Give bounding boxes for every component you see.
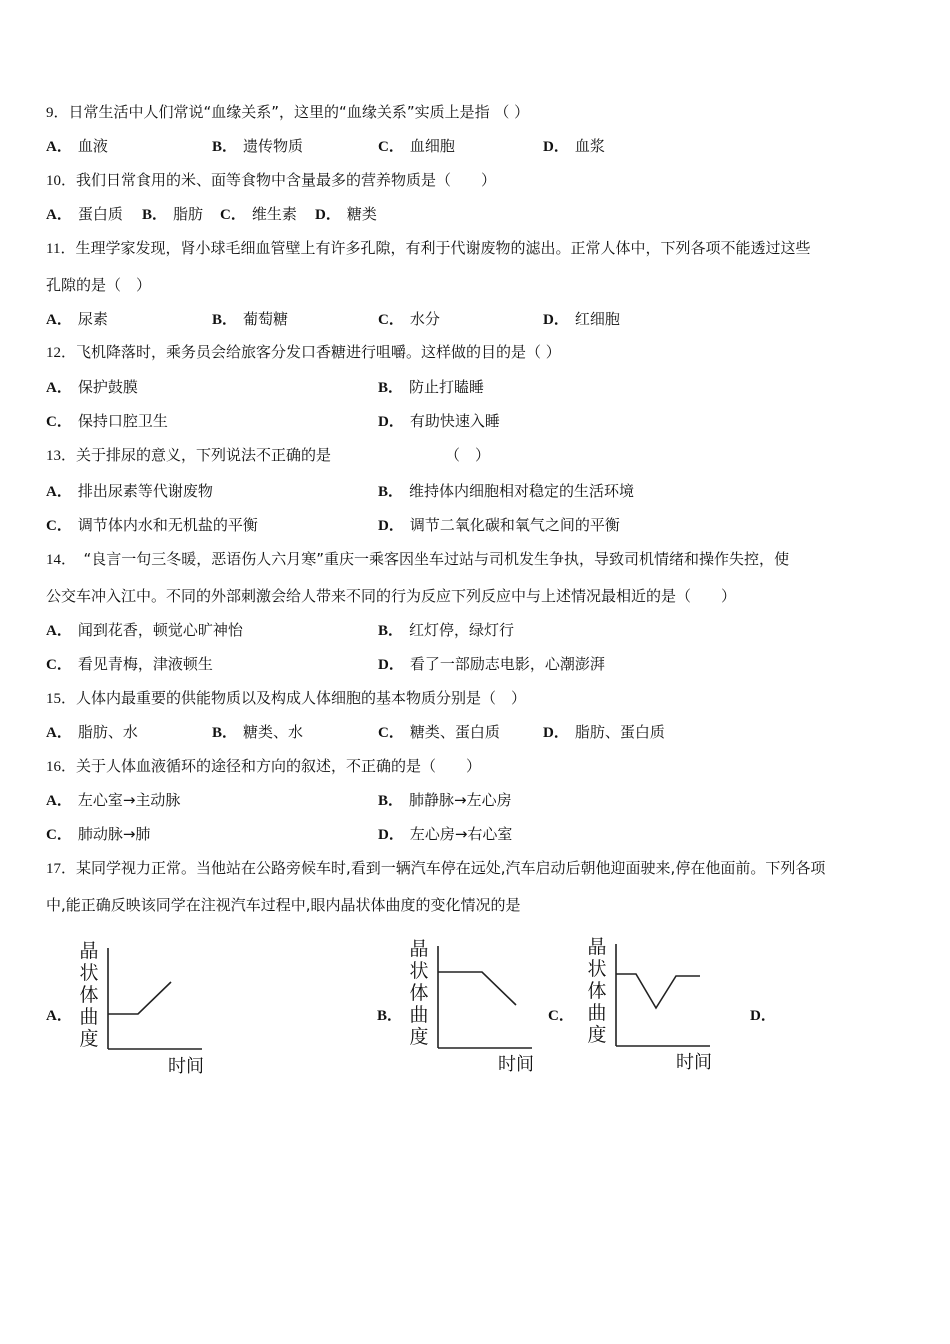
q10-option-a[interactable]: A． 蛋白质 xyxy=(46,205,123,223)
q13-option-c[interactable]: C． 调节体内水和无机盐的平衡 xyxy=(46,516,258,534)
q9-option-b[interactable]: B． 遗传物质 xyxy=(212,137,304,155)
q12-option-a[interactable]: A． 保护鼓膜 xyxy=(46,378,138,396)
q12-option-d[interactable]: D． 有助快速入睡 xyxy=(378,412,500,430)
q13-option-b[interactable]: B． 维持体内细胞相对稳定的生活环境 xyxy=(378,482,635,500)
question-13-stem: 13．关于排尿的意义，下列说法不正确的是 xyxy=(46,446,332,464)
svg-text:状: 状 xyxy=(409,960,429,982)
q13-option-d[interactable]: D． 调节二氧化碳和氧气之间的平衡 xyxy=(378,516,620,534)
svg-text:体: 体 xyxy=(409,982,429,1004)
q17-option-c[interactable]: C． xyxy=(548,1008,574,1024)
graph-a xyxy=(76,938,216,1078)
q16-option-b[interactable]: B． 肺静脉→左心房 xyxy=(378,791,512,809)
svg-text:体: 体 xyxy=(587,980,607,1002)
q11-option-d[interactable]: D． 红细胞 xyxy=(543,310,620,328)
svg-text:曲: 曲 xyxy=(79,1006,99,1028)
q17-option-b[interactable]: B． xyxy=(377,1008,403,1024)
svg-text:状: 状 xyxy=(79,962,99,984)
q12-option-b[interactable]: B． 防止打瞌睡 xyxy=(378,378,485,396)
graph-b-ylabel xyxy=(409,938,428,1048)
q9-option-a[interactable]: A． 血液 xyxy=(46,137,108,155)
q9-option-d[interactable]: D． 血浆 xyxy=(543,137,605,155)
q9-option-c[interactable]: C． 血细胞 xyxy=(378,137,455,155)
q15-option-c[interactable]: C． 糖类、蛋白质 xyxy=(378,723,500,741)
q11-option-c[interactable]: C． 水分 xyxy=(378,310,440,328)
graph-b xyxy=(406,936,546,1076)
q15-option-b[interactable]: B． 糖类、水 xyxy=(212,723,304,741)
question-14-stem-line1: 14． “良言一句三冬暖，恶语伤人六月寒”重庆一乘客因坐车过站与司机发生争执，导致司机情绪和操作失控，使 xyxy=(46,550,790,568)
question-13-paren: （ ） xyxy=(445,446,491,464)
q14-option-a[interactable]: A． 闻到花香，顿觉心旷神怡 xyxy=(46,621,243,639)
q10-option-d[interactable]: D． 糖类 xyxy=(315,205,377,223)
graph-b-xlabel: 时间 xyxy=(498,1054,534,1075)
q10-option-b[interactable]: B． 脂肪 xyxy=(142,205,204,223)
question-14-stem-line2: 公交车冲入江中。不同的外部刺激会给人带来不同的行为反应下列反应中与上述情况最相近的是（ ） xyxy=(46,587,737,605)
q14-option-b[interactable]: B． 红灯停，绿灯行 xyxy=(378,621,515,639)
svg-text:状: 状 xyxy=(587,958,607,980)
graph-a-curve xyxy=(108,982,171,1014)
question-12-stem: 12．飞机降落时，乘务员会给旅客分发口香糖进行咀嚼。这样做的目的是（ ） xyxy=(46,343,561,361)
svg-text:曲: 曲 xyxy=(587,1002,607,1024)
svg-text:度: 度 xyxy=(409,1026,429,1048)
svg-text:体: 体 xyxy=(79,984,99,1006)
q14-option-d[interactable]: D． 看了一部励志电影，心潮澎湃 xyxy=(378,655,605,673)
graph-a-ylabel xyxy=(79,940,98,1050)
q16-option-a[interactable]: A． 左心室→主动脉 xyxy=(46,791,181,809)
graph-c-curve xyxy=(616,974,700,1008)
q15-option-a[interactable]: A． 脂肪、水 xyxy=(46,723,138,741)
question-10-stem: 10．我们日常食用的米、面等食物中含量最多的营养物质是（ ） xyxy=(46,171,497,189)
graph-c-xlabel: 时间 xyxy=(676,1052,712,1073)
q14-option-c[interactable]: C． 看见青梅，津液顿生 xyxy=(46,655,213,673)
q17-option-d[interactable]: D． xyxy=(750,1008,776,1024)
q11-option-b[interactable]: B． 葡萄糖 xyxy=(212,310,289,328)
graph-c-ylabel xyxy=(587,936,606,1046)
svg-text:度: 度 xyxy=(79,1028,99,1050)
graph-b-curve xyxy=(438,972,516,1005)
q16-option-c[interactable]: C． 肺动脉→肺 xyxy=(46,825,151,843)
q13-option-a[interactable]: A． 排出尿素等代谢废物 xyxy=(46,482,213,500)
q17-option-a[interactable]: A． xyxy=(46,1008,72,1024)
q10-option-c[interactable]: C． 维生素 xyxy=(220,205,297,223)
svg-text:晶: 晶 xyxy=(409,938,429,960)
q12-option-c[interactable]: C． 保持口腔卫生 xyxy=(46,412,168,430)
question-17-stem-line1: 17．某同学视力正常。当他站在公路旁候车时,看到一辆汽车停在远处,汽车启动后朝他迎面驶来,停在他面前。下列各项 xyxy=(46,859,826,877)
question-11-stem-line2: 孔隙的是（ ） xyxy=(46,276,152,294)
graph-a-xlabel: 时间 xyxy=(168,1056,204,1077)
q16-option-d[interactable]: D． 左心房→右心室 xyxy=(378,825,513,843)
question-11-stem-line1: 11．生理学家发现，肾小球毛细血管壁上有许多孔隙，有利于代谢废物的滤出。正常人体中，下列各项不能透过这些 xyxy=(46,239,811,257)
q11-option-a[interactable]: A． 尿素 xyxy=(46,310,108,328)
q15-option-d[interactable]: D． 脂肪、蛋白质 xyxy=(543,723,665,741)
question-17-stem-line2: 中,能正确反映该同学在注视汽车过程中,眼内晶状体曲度的变化情况的是 xyxy=(46,896,521,914)
question-9-stem: 9．日常生活中人们常说“血缘关系”，这里的“血缘关系”实质上是指 （ ） xyxy=(46,103,530,121)
svg-text:度: 度 xyxy=(587,1024,607,1046)
graph-c xyxy=(584,934,724,1074)
svg-text:晶: 晶 xyxy=(79,940,99,962)
svg-text:曲: 曲 xyxy=(409,1004,429,1026)
svg-text:晶: 晶 xyxy=(587,936,607,958)
question-15-stem: 15．人体内最重要的供能物质以及构成人体细胞的基本物质分别是（ ） xyxy=(46,689,527,707)
question-16-stem: 16．关于人体血液循环的途径和方向的叙述，不正确的是（ ） xyxy=(46,757,482,775)
